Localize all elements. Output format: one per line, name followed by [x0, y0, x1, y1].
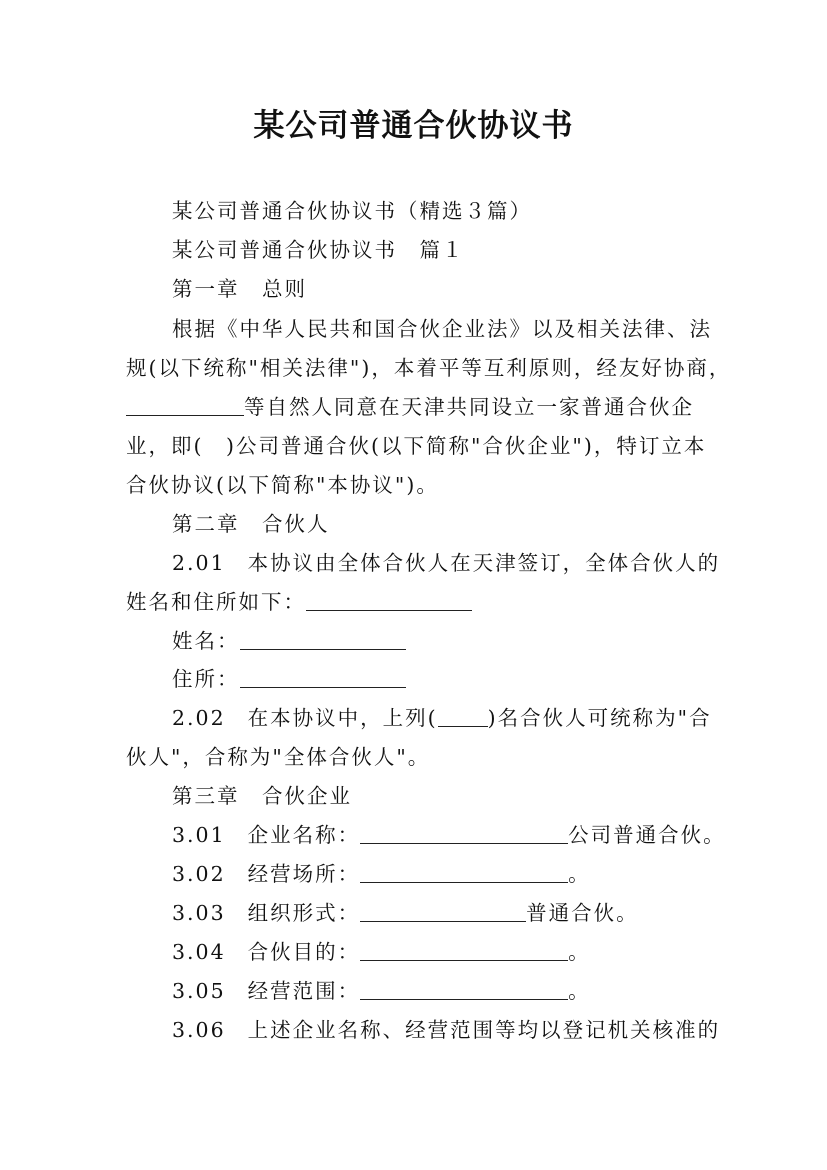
- paragraph-1-line-3-text: 等自然人同意在天津共同设立一家普通合伙企: [244, 395, 694, 419]
- section-number: 3.02: [172, 862, 226, 886]
- chapter-3-heading: 第三章 合伙企业: [172, 784, 352, 808]
- section-label: 组织形式：: [247, 901, 361, 925]
- section-label: 合伙目的：: [247, 940, 361, 964]
- section-text: )名合伙人可统称为"合: [487, 706, 712, 730]
- paragraph-1-line-2: 规(以下统称"相关法律")，本着平等互利原则，经友好协商，: [126, 356, 732, 380]
- blank-field: [240, 665, 406, 688]
- paragraph-1-line-3: [126, 392, 716, 422]
- section-3-05: [172, 976, 732, 1006]
- section-number: 3.05: [172, 979, 226, 1003]
- section-2-01-line-2: [126, 587, 716, 617]
- section-3-01: [172, 820, 732, 850]
- section-text: 。: [568, 940, 591, 964]
- section-text: 本协议由全体合伙人在天津签订，全体合伙人的: [247, 551, 721, 575]
- document-title: 某公司普通合伙协议书: [253, 108, 574, 144]
- paragraph-1-line-5: 合伙协议(以下简称"本协议")。: [126, 473, 439, 497]
- blank-field: [360, 821, 568, 844]
- section-label: 经营场所：: [247, 862, 361, 886]
- blank-field: [360, 899, 526, 922]
- blank-field: [360, 860, 568, 883]
- section-number: 2.01: [172, 551, 226, 575]
- section-3-02: [172, 859, 732, 889]
- section-number: 2.02: [172, 706, 226, 730]
- address-label: 住所：: [172, 667, 240, 691]
- section-number: 3.06: [172, 1018, 226, 1042]
- section-text: 在本协议中，上列(: [247, 706, 438, 730]
- section-number: 3.04: [172, 940, 226, 964]
- chapter-1-heading: 第一章 总则: [172, 277, 307, 301]
- section-text: 普通合伙。: [526, 901, 639, 925]
- blank-field: [240, 627, 406, 650]
- section-label: 企业名称：: [247, 823, 361, 847]
- section-2-02-line-2: 伙人"，合称为"全体合伙人"。: [126, 745, 431, 769]
- section-2-02-line-1: [172, 703, 732, 733]
- name-field-row: [172, 626, 732, 656]
- section-text: 上述企业名称、经营范围等均以登记机关核准的: [247, 1018, 721, 1042]
- section-number: 3.01: [172, 823, 226, 847]
- part-heading: 某公司普通合伙协议书 篇１: [172, 238, 465, 262]
- section-text: 姓名和住所如下：: [126, 590, 306, 614]
- blank-field: [306, 588, 472, 611]
- blank-field: [438, 704, 488, 727]
- document-subtitle: 某公司普通合伙协议书（精选３篇）: [172, 199, 532, 223]
- section-text: 。: [568, 979, 591, 1003]
- blank-field: [360, 977, 568, 1000]
- paragraph-1-line-4: 业，即( )公司普通合伙(以下简称"合伙企业")，特订立本: [126, 434, 707, 458]
- section-text: 公司普通合伙。: [568, 823, 726, 847]
- section-3-06: [172, 1015, 732, 1045]
- name-label: 姓名：: [172, 629, 240, 653]
- blank-field: [126, 393, 244, 416]
- section-3-03: [172, 898, 732, 928]
- section-label: 经营范围：: [247, 979, 361, 1003]
- paragraph-1-line-1: 根据《中华人民共和国合伙企业法》以及相关法律、法: [172, 317, 712, 341]
- section-2-01-line-1: [172, 548, 732, 578]
- section-number: 3.03: [172, 901, 226, 925]
- section-3-04: [172, 937, 732, 967]
- blank-field: [360, 938, 568, 961]
- chapter-2-heading: 第二章 合伙人: [172, 512, 330, 536]
- section-text: 。: [568, 862, 591, 886]
- address-field-row: [172, 664, 732, 694]
